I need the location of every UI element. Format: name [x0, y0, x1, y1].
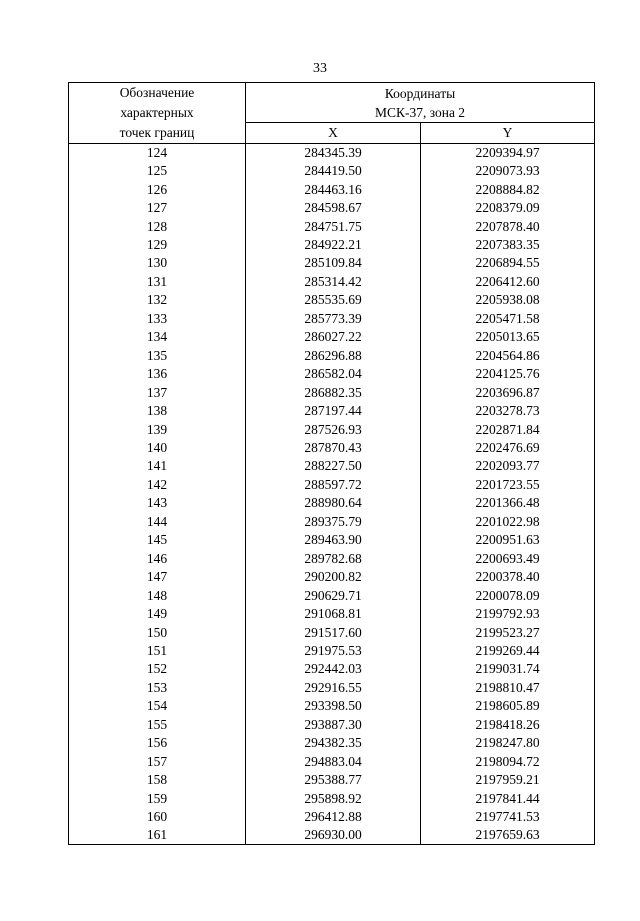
x-coordinate-cell: 284419.50: [246, 162, 421, 180]
y-coordinate-cell: 2198605.89: [421, 697, 595, 715]
point-id-cell: 149: [69, 605, 246, 623]
table-row: [69, 697, 595, 715]
x-coordinate-cell: 289463.90: [246, 531, 421, 549]
table-header: [69, 83, 595, 144]
x-coordinate-cell: 289375.79: [246, 513, 421, 531]
table-row: [69, 457, 595, 475]
x-coordinate-cell: 292442.03: [246, 660, 421, 678]
x-coordinate-cell: 286582.04: [246, 365, 421, 383]
point-id-cell: 131: [69, 273, 246, 291]
y-coordinate-cell: 2206894.55: [421, 254, 595, 272]
y-coordinate-cell: 2202476.69: [421, 439, 595, 457]
x-coordinate-cell: 286296.88: [246, 347, 421, 365]
x-coordinate-cell: 285773.39: [246, 310, 421, 328]
x-coordinate-cell: 296412.88: [246, 808, 421, 826]
x-coordinate-cell: 284463.16: [246, 180, 421, 198]
y-coordinate-cell: 2200078.09: [421, 586, 595, 604]
x-coordinate-cell: 286882.35: [246, 383, 421, 401]
x-coordinate-cell: 290200.82: [246, 568, 421, 586]
y-coordinate-cell: 2197841.44: [421, 789, 595, 807]
table-row: [69, 531, 595, 549]
point-id-cell: 132: [69, 291, 246, 309]
y-coordinate-cell: 2201723.55: [421, 476, 595, 494]
point-id-cell: 144: [69, 513, 246, 531]
y-coordinate-cell: 2202871.84: [421, 420, 595, 438]
x-coordinate-cell: 293398.50: [246, 697, 421, 715]
y-coordinate-cell: 2208379.09: [421, 199, 595, 217]
table-row: [69, 180, 595, 198]
table-row: [69, 660, 595, 678]
y-coordinate-cell: 2197959.21: [421, 771, 595, 789]
x-coordinate-cell: 285109.84: [246, 254, 421, 272]
x-coordinate-cell: 284751.75: [246, 217, 421, 235]
table-body: [69, 144, 595, 845]
y-coordinate-cell: 2197659.63: [421, 826, 595, 845]
table-row: [69, 716, 595, 734]
point-id-cell: 151: [69, 642, 246, 660]
x-coordinate-cell: 287197.44: [246, 402, 421, 420]
y-coordinate-cell: 2202093.77: [421, 457, 595, 475]
y-column-header: Y: [421, 123, 595, 144]
x-coordinate-cell: 285535.69: [246, 291, 421, 309]
x-coordinate-cell: 293887.30: [246, 716, 421, 734]
point-id-cell: 145: [69, 531, 246, 549]
point-id-cell: 142: [69, 476, 246, 494]
x-coordinate-cell: 287870.43: [246, 439, 421, 457]
table-row: [69, 679, 595, 697]
x-coordinate-cell: 285314.42: [246, 273, 421, 291]
point-id-cell: 147: [69, 568, 246, 586]
table-row: [69, 236, 595, 254]
y-coordinate-cell: 2198418.26: [421, 716, 595, 734]
coordinates-table: [68, 82, 595, 845]
table-row: [69, 291, 595, 309]
y-coordinate-cell: 2205938.08: [421, 291, 595, 309]
point-id-cell: 128: [69, 217, 246, 235]
x-coordinate-cell: 284345.39: [246, 144, 421, 163]
point-id-cell: 127: [69, 199, 246, 217]
point-id-cell: 154: [69, 697, 246, 715]
x-coordinate-cell: 287526.93: [246, 420, 421, 438]
point-id-cell: 158: [69, 771, 246, 789]
y-coordinate-cell: 2205013.65: [421, 328, 595, 346]
y-coordinate-cell: 2204125.76: [421, 365, 595, 383]
point-id-cell: 152: [69, 660, 246, 678]
x-coordinate-cell: 295388.77: [246, 771, 421, 789]
table-row: [69, 162, 595, 180]
point-id-cell: 155: [69, 716, 246, 734]
x-coordinate-cell: 288980.64: [246, 494, 421, 512]
y-coordinate-cell: 2201022.98: [421, 513, 595, 531]
table-row: [69, 254, 595, 272]
point-id-cell: 137: [69, 383, 246, 401]
table-row: [69, 771, 595, 789]
coordinate-system-label: МСК-37, зона 2: [374, 104, 466, 120]
table-row: [69, 568, 595, 586]
y-coordinate-cell: 2208884.82: [421, 180, 595, 198]
point-id-cell: 150: [69, 623, 246, 641]
table-row: [69, 550, 595, 568]
y-coordinate-cell: 2204564.86: [421, 347, 595, 365]
table-row: [69, 642, 595, 660]
y-coordinate-cell: 2199792.93: [421, 605, 595, 623]
y-coordinate-cell: 2203278.73: [421, 402, 595, 420]
table-row: [69, 476, 595, 494]
table-row: [69, 494, 595, 512]
table-row: [69, 586, 595, 604]
point-id-cell: 136: [69, 365, 246, 383]
y-coordinate-cell: 2198810.47: [421, 679, 595, 697]
table-row: [69, 383, 595, 401]
point-id-cell: 129: [69, 236, 246, 254]
table-row: [69, 734, 595, 752]
point-id-cell: 148: [69, 586, 246, 604]
table-row: [69, 753, 595, 771]
x-coordinate-cell: 294883.04: [246, 753, 421, 771]
point-id-cell: 157: [69, 753, 246, 771]
points-label-line-2: характерных: [120, 105, 194, 120]
table-row: [69, 199, 595, 217]
y-coordinate-cell: 2205471.58: [421, 310, 595, 328]
point-id-cell: 153: [69, 679, 246, 697]
x-coordinate-cell: 290629.71: [246, 586, 421, 604]
x-coordinate-cell: 289782.68: [246, 550, 421, 568]
y-coordinate-cell: 2207878.40: [421, 217, 595, 235]
points-label-line-1: Обозначение: [119, 85, 195, 100]
y-coordinate-cell: 2197741.53: [421, 808, 595, 826]
point-id-cell: 156: [69, 734, 246, 752]
y-coordinate-cell: 2199031.74: [421, 660, 595, 678]
point-id-cell: 139: [69, 420, 246, 438]
x-coordinate-cell: 284922.21: [246, 236, 421, 254]
point-id-cell: 160: [69, 808, 246, 826]
point-id-cell: 125: [69, 162, 246, 180]
point-id-cell: 134: [69, 328, 246, 346]
y-coordinate-cell: 2203696.87: [421, 383, 595, 401]
table-row: [69, 605, 595, 623]
x-coordinate-cell: 292916.55: [246, 679, 421, 697]
coordinates-title: Координаты: [384, 85, 456, 101]
table-row: [69, 623, 595, 641]
table-row: [69, 273, 595, 291]
table-row: [69, 808, 595, 826]
points-column-header: [69, 83, 246, 144]
table-row: [69, 310, 595, 328]
points-label-line-3: точек границ: [119, 125, 195, 140]
table-row: [69, 402, 595, 420]
point-id-cell: 140: [69, 439, 246, 457]
y-coordinate-cell: 2209394.97: [421, 144, 595, 163]
table-row: [69, 439, 595, 457]
y-coordinate-cell: 2199523.27: [421, 623, 595, 641]
point-id-cell: 133: [69, 310, 246, 328]
y-coordinate-cell: 2201366.48: [421, 494, 595, 512]
table-row: [69, 826, 595, 845]
x-coordinate-cell: 288227.50: [246, 457, 421, 475]
table-row: [69, 365, 595, 383]
y-coordinate-cell: 2198247.80: [421, 734, 595, 752]
table-row: [69, 789, 595, 807]
x-coordinate-cell: 288597.72: [246, 476, 421, 494]
coordinates-group-header: [246, 83, 595, 123]
table-row: [69, 144, 595, 163]
y-coordinate-cell: 2200693.49: [421, 550, 595, 568]
x-coordinate-cell: 286027.22: [246, 328, 421, 346]
y-coordinate-cell: 2200951.63: [421, 531, 595, 549]
point-id-cell: 141: [69, 457, 246, 475]
point-id-cell: 138: [69, 402, 246, 420]
y-coordinate-cell: 2209073.93: [421, 162, 595, 180]
x-coordinate-cell: 284598.67: [246, 199, 421, 217]
table-row: [69, 347, 595, 365]
point-id-cell: 135: [69, 347, 246, 365]
point-id-cell: 124: [69, 144, 246, 163]
point-id-cell: 126: [69, 180, 246, 198]
point-id-cell: 161: [69, 826, 246, 845]
table-row: [69, 513, 595, 531]
page-number: 33: [313, 61, 327, 76]
x-coordinate-cell: 296930.00: [246, 826, 421, 845]
table-row: [69, 328, 595, 346]
point-id-cell: 143: [69, 494, 246, 512]
y-coordinate-cell: 2198094.72: [421, 753, 595, 771]
table-row: [69, 420, 595, 438]
point-id-cell: 159: [69, 789, 246, 807]
point-id-cell: 146: [69, 550, 246, 568]
y-coordinate-cell: 2200378.40: [421, 568, 595, 586]
y-coordinate-cell: 2207383.35: [421, 236, 595, 254]
x-coordinate-cell: 291517.60: [246, 623, 421, 641]
y-coordinate-cell: 2206412.60: [421, 273, 595, 291]
x-coordinate-cell: 291068.81: [246, 605, 421, 623]
y-coordinate-cell: 2199269.44: [421, 642, 595, 660]
x-coordinate-cell: 294382.35: [246, 734, 421, 752]
x-column-header: X: [246, 123, 421, 144]
table-row: [69, 217, 595, 235]
x-coordinate-cell: 295898.92: [246, 789, 421, 807]
x-coordinate-cell: 291975.53: [246, 642, 421, 660]
point-id-cell: 130: [69, 254, 246, 272]
